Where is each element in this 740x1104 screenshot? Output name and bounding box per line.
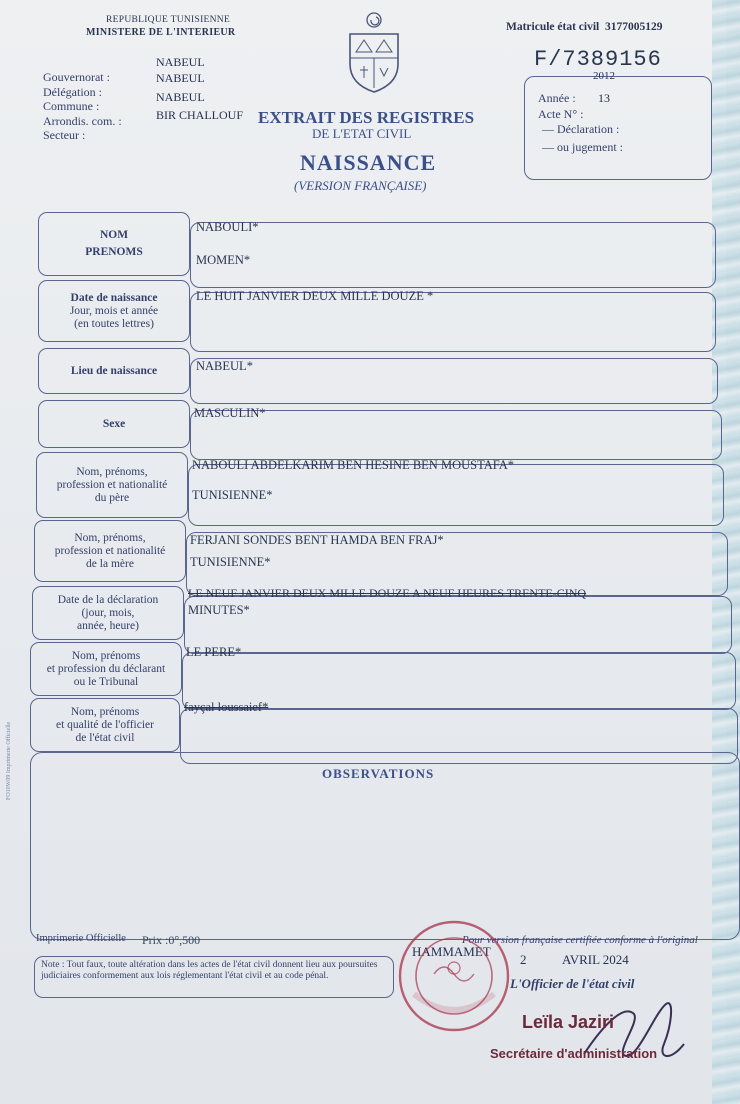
dob-sublabel-1: Jour, mois et année bbox=[69, 304, 159, 317]
declarant-label-2: et profession du déclarant bbox=[46, 662, 166, 675]
official-stamp-icon bbox=[394, 916, 514, 1036]
matricule-label: Matricule état civil 3177005129 bbox=[506, 21, 663, 33]
declaration-date-value-1: LE NEUF JANVIER DEUX MILLE DOUZE A NEUF HEURES TRENTE-CINQ bbox=[188, 586, 587, 600]
pere-label-3: du père bbox=[94, 491, 130, 504]
pere-nationality-value: TUNISIENNE* bbox=[192, 488, 273, 502]
republic-label: REPUBLIQUE TUNISIENNE bbox=[106, 15, 231, 25]
officier-label-2: et qualité de l'officier bbox=[56, 718, 154, 731]
prenoms-label: PRENOMS bbox=[85, 246, 143, 258]
gouvernorat-label: Gouvernorat : bbox=[43, 70, 110, 84]
pere-name-value: NABOULI ABDELKARIM BEN HESINE BEN MOUSTAFA* bbox=[192, 458, 515, 472]
nom-label: NOM bbox=[99, 229, 129, 241]
declarant-value: LE PERE* bbox=[186, 645, 242, 659]
dob-label: Date de naissance bbox=[70, 291, 158, 304]
jugement-label: — ou jugement : bbox=[542, 140, 623, 154]
mere-label-cell bbox=[34, 520, 186, 582]
legal-note-text: Note : Tout faux, toute altération dans les actes de l'état civil donnent lieu aux poursuites judiciaires conformement aux lois réglementant l'état civil et au code pénal. bbox=[41, 960, 378, 981]
date-day-value: 2 bbox=[520, 952, 527, 967]
declaration-label: — Déclaration : bbox=[542, 122, 620, 136]
mere-label-2: profession et nationalité bbox=[54, 544, 166, 557]
dob-label-cell bbox=[38, 280, 190, 342]
version-label: (VERSION FRANÇAISE) bbox=[294, 178, 427, 193]
mere-name-value: FERJANI SONDES BENT HAMDA BEN FRAJ* bbox=[190, 533, 444, 547]
declaration-date-label-2: (jour, mois, bbox=[81, 606, 135, 619]
sexe-label: Sexe bbox=[102, 417, 126, 430]
mere-label-1: Nom, prénoms, bbox=[74, 531, 146, 544]
imprimerie-label: Imprimerie Officielle bbox=[36, 933, 126, 944]
officier-label-3: de l'état civil bbox=[75, 731, 135, 744]
matricule-value: 3177005129 bbox=[605, 21, 663, 33]
extract-title: EXTRAIT DES REGISTRES bbox=[258, 108, 475, 127]
place-value: HAMMAMET bbox=[412, 944, 491, 959]
acte-number-label: Acte N° : bbox=[538, 107, 584, 121]
year-written: 2012 bbox=[593, 70, 615, 82]
lieu-label-cell bbox=[38, 348, 190, 394]
pere-label-cell bbox=[36, 452, 188, 518]
officier-signature-label: L'Officier de l'état civil bbox=[510, 976, 635, 991]
arrondis-label: Arrondis. com. : bbox=[43, 114, 122, 128]
extract-subtitle: DE L'ETAT CIVIL bbox=[312, 126, 412, 141]
declarant-label-3: ou le Tribunal bbox=[73, 675, 139, 688]
legal-note-box bbox=[34, 956, 394, 998]
commune-label: Commune : bbox=[43, 99, 100, 113]
declaration-date-value-2: MINUTES* bbox=[188, 603, 250, 617]
nom-value: NABOULI* bbox=[196, 220, 259, 234]
observations-label: OBSERVATIONS bbox=[322, 766, 435, 781]
side-print-code: FO10W09 Imprimerie Officielle bbox=[6, 721, 12, 800]
lieu-value-cell bbox=[190, 358, 718, 404]
officier-value: fayçal loussaief* bbox=[184, 700, 269, 714]
declarant-label-cell bbox=[30, 642, 182, 696]
nom-prenoms-value-cell bbox=[190, 222, 716, 288]
dob-sublabel-2: (en toutes lettres) bbox=[74, 317, 154, 330]
delegation-value: NABEUL bbox=[156, 90, 205, 104]
declaration-date-label-1: Date de la déclaration bbox=[57, 593, 159, 606]
declaration-date-label-3: année, heure) bbox=[77, 619, 139, 632]
sexe-label-cell bbox=[38, 400, 190, 448]
annee-value: 13 bbox=[598, 91, 610, 105]
certification-text: Pour version française certifiée conforme à l'original bbox=[462, 934, 698, 946]
nom-prenoms-label-cell bbox=[38, 212, 190, 276]
delegation-label: Délégation : bbox=[43, 85, 102, 99]
prix-label: Prix :0°,500 bbox=[142, 933, 201, 947]
dob-value: LE HUIT JANVIER DEUX MILLE DOUZE * bbox=[196, 289, 434, 303]
pere-label-2: profession et nationalité bbox=[56, 478, 168, 491]
lieu-value: NABEUL* bbox=[196, 359, 253, 373]
annee-label: Année : bbox=[538, 91, 576, 105]
pere-label-1: Nom, prénoms, bbox=[76, 465, 148, 478]
sexe-value: MASCULIN* bbox=[194, 406, 266, 420]
signer-name: Leïla Jaziri bbox=[522, 1012, 615, 1032]
city-value: NABEUL bbox=[156, 55, 205, 69]
signer-role: Secrétaire d'administration bbox=[490, 1046, 658, 1061]
mere-nationality-value: TUNISIENNE* bbox=[190, 555, 271, 569]
officier-label-cell bbox=[30, 698, 180, 752]
lieu-label: Lieu de naissance bbox=[70, 364, 158, 377]
declaration-date-value-cell bbox=[184, 596, 732, 654]
coat-of-arms-icon bbox=[344, 8, 404, 94]
declaration-date-label-cell bbox=[32, 586, 184, 640]
declarant-label-1: Nom, prénoms bbox=[71, 649, 141, 662]
secteur-label: Secteur : bbox=[43, 128, 86, 142]
gouvernorat-value: NABEUL bbox=[156, 71, 205, 85]
document-type-title: NAISSANCE bbox=[300, 150, 437, 175]
officier-label-1: Nom, prénoms bbox=[70, 705, 140, 718]
mere-label-3: de la mère bbox=[86, 557, 134, 570]
commune-value: BIR CHALLOUF bbox=[156, 108, 244, 122]
sexe-value-cell bbox=[190, 410, 722, 460]
prenom-value: MOMEN* bbox=[196, 253, 251, 267]
ministry-label: MINISTERE DE L'INTERIEUR bbox=[86, 27, 236, 38]
date-month-year-value: AVRIL 2024 bbox=[562, 952, 629, 967]
serial-number: F/7389156 bbox=[534, 47, 662, 72]
